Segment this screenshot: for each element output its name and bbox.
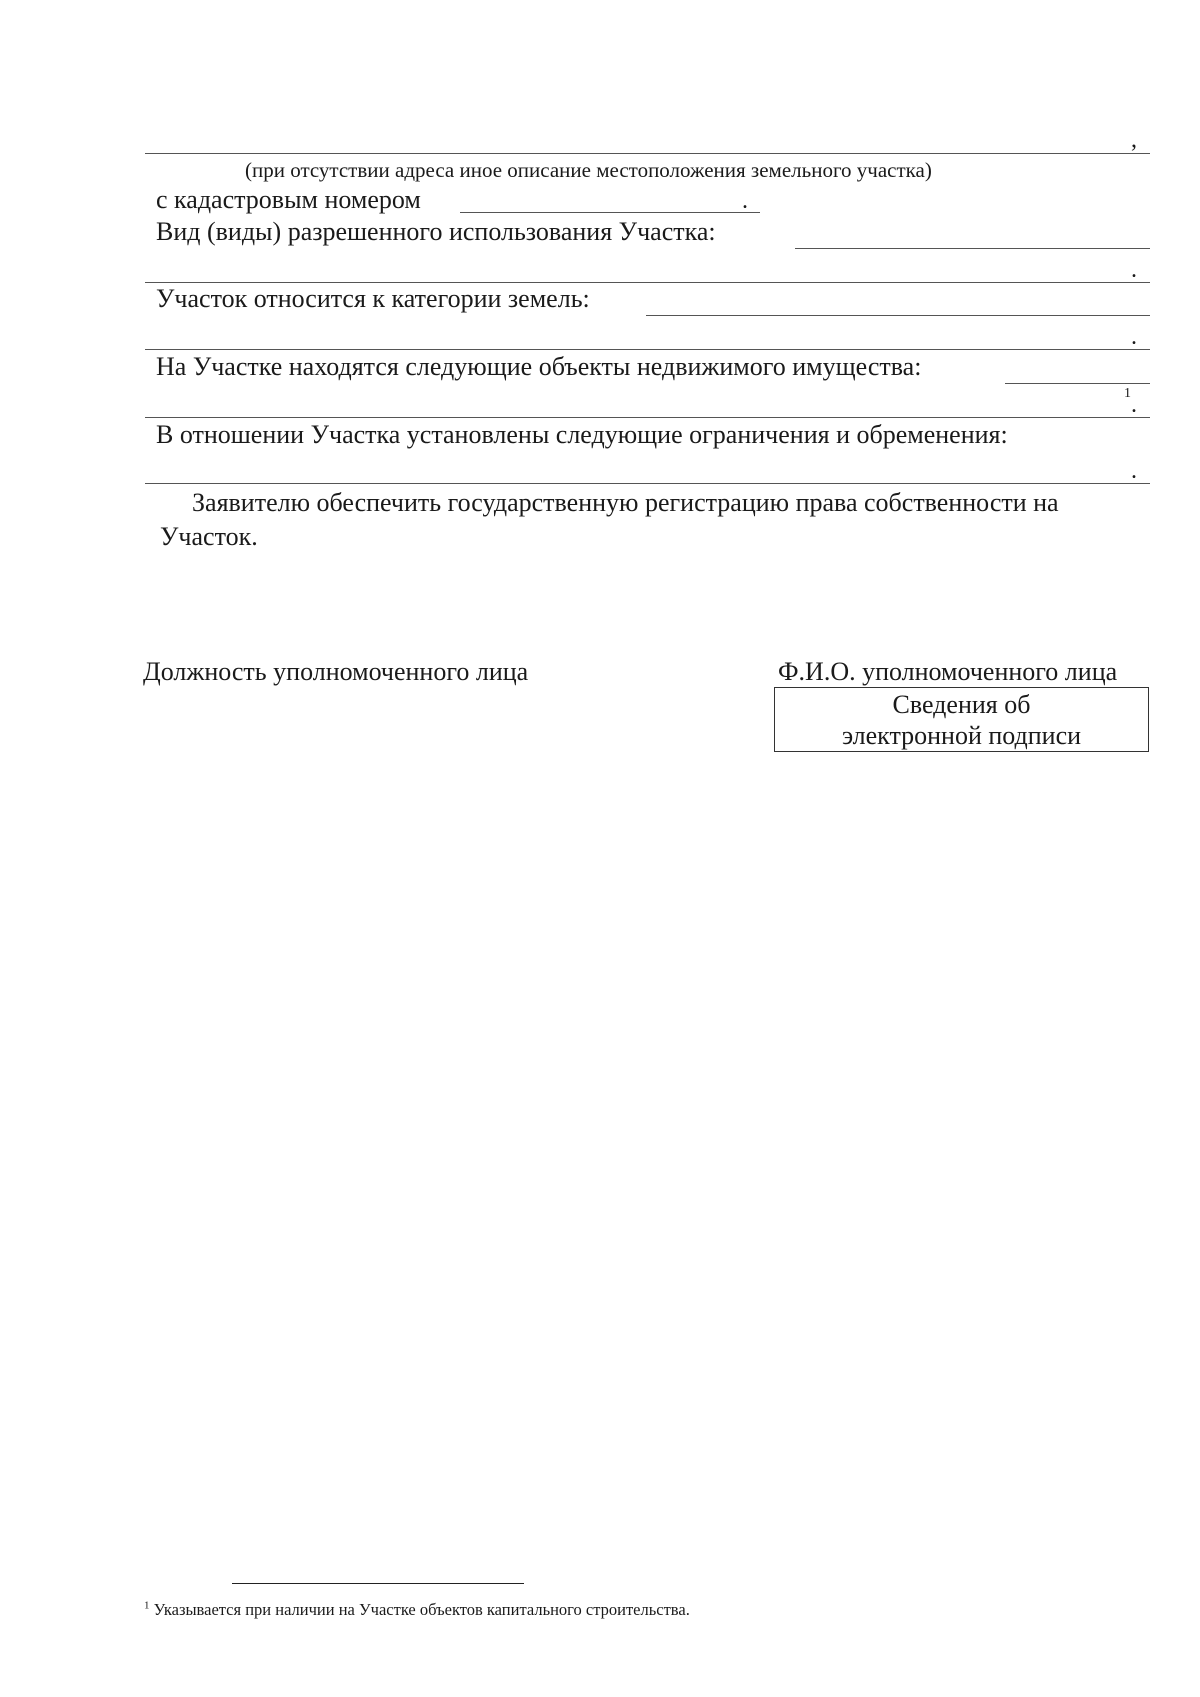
encumbrances-blank[interactable] [145, 483, 1150, 484]
address-comma: , [1131, 127, 1137, 153]
address-hint: (при отсутствии адреса иное описание местоположения земельного участка) [245, 158, 932, 182]
footnote-text: Указывается при наличии на Участке объектов капитального строительства. [153, 1600, 690, 1619]
real-estate-blank-1[interactable] [1005, 383, 1150, 384]
cadastral-period: . [742, 188, 748, 214]
real-estate-footnote-ref: 1 [1124, 386, 1131, 401]
encumbrances-period: . [1131, 458, 1137, 484]
position-label: Должность уполномоченного лица [143, 657, 529, 686]
land-category-period: . [1131, 324, 1137, 350]
cadastral-number-blank[interactable] [460, 212, 760, 213]
esign-line-2: электронной подписи [841, 721, 1082, 750]
permitted-use-label: Вид (виды) разрешенного использования Участка: [156, 217, 716, 246]
name-label: Ф.И.О. уполномоченного лица [778, 657, 1118, 686]
permitted-use-blank-1[interactable] [795, 248, 1150, 249]
footnote-separator [232, 1583, 524, 1584]
land-category-label: Участок относится к категории земель: [156, 284, 590, 313]
real-estate-blank-2[interactable] [145, 417, 1150, 418]
footnote [144, 1600, 690, 1620]
encumbrances-label: В отношении Участка установлены следующие ограничения и обременения: [156, 420, 1008, 449]
land-category-blank-1[interactable] [646, 315, 1150, 316]
cadastral-label: с кадастровым номером [156, 185, 421, 214]
permitted-use-blank-2[interactable] [145, 282, 1150, 283]
electronic-signature-box [774, 687, 1149, 752]
registration-line-2: Участок. [160, 522, 258, 551]
address-blank-line [145, 153, 1150, 154]
registration-line-1: Заявителю обеспечить государственную регистрацию права собственности на [192, 488, 1059, 517]
permitted-use-period: . [1131, 257, 1137, 283]
real-estate-label: На Участке находятся следующие объекты недвижимого имущества: [156, 352, 922, 381]
esign-line-1: Сведения об [892, 690, 1031, 719]
real-estate-period: . [1131, 392, 1137, 418]
land-category-blank-2[interactable] [145, 349, 1150, 350]
footnote-number: 1 [144, 1599, 150, 1612]
